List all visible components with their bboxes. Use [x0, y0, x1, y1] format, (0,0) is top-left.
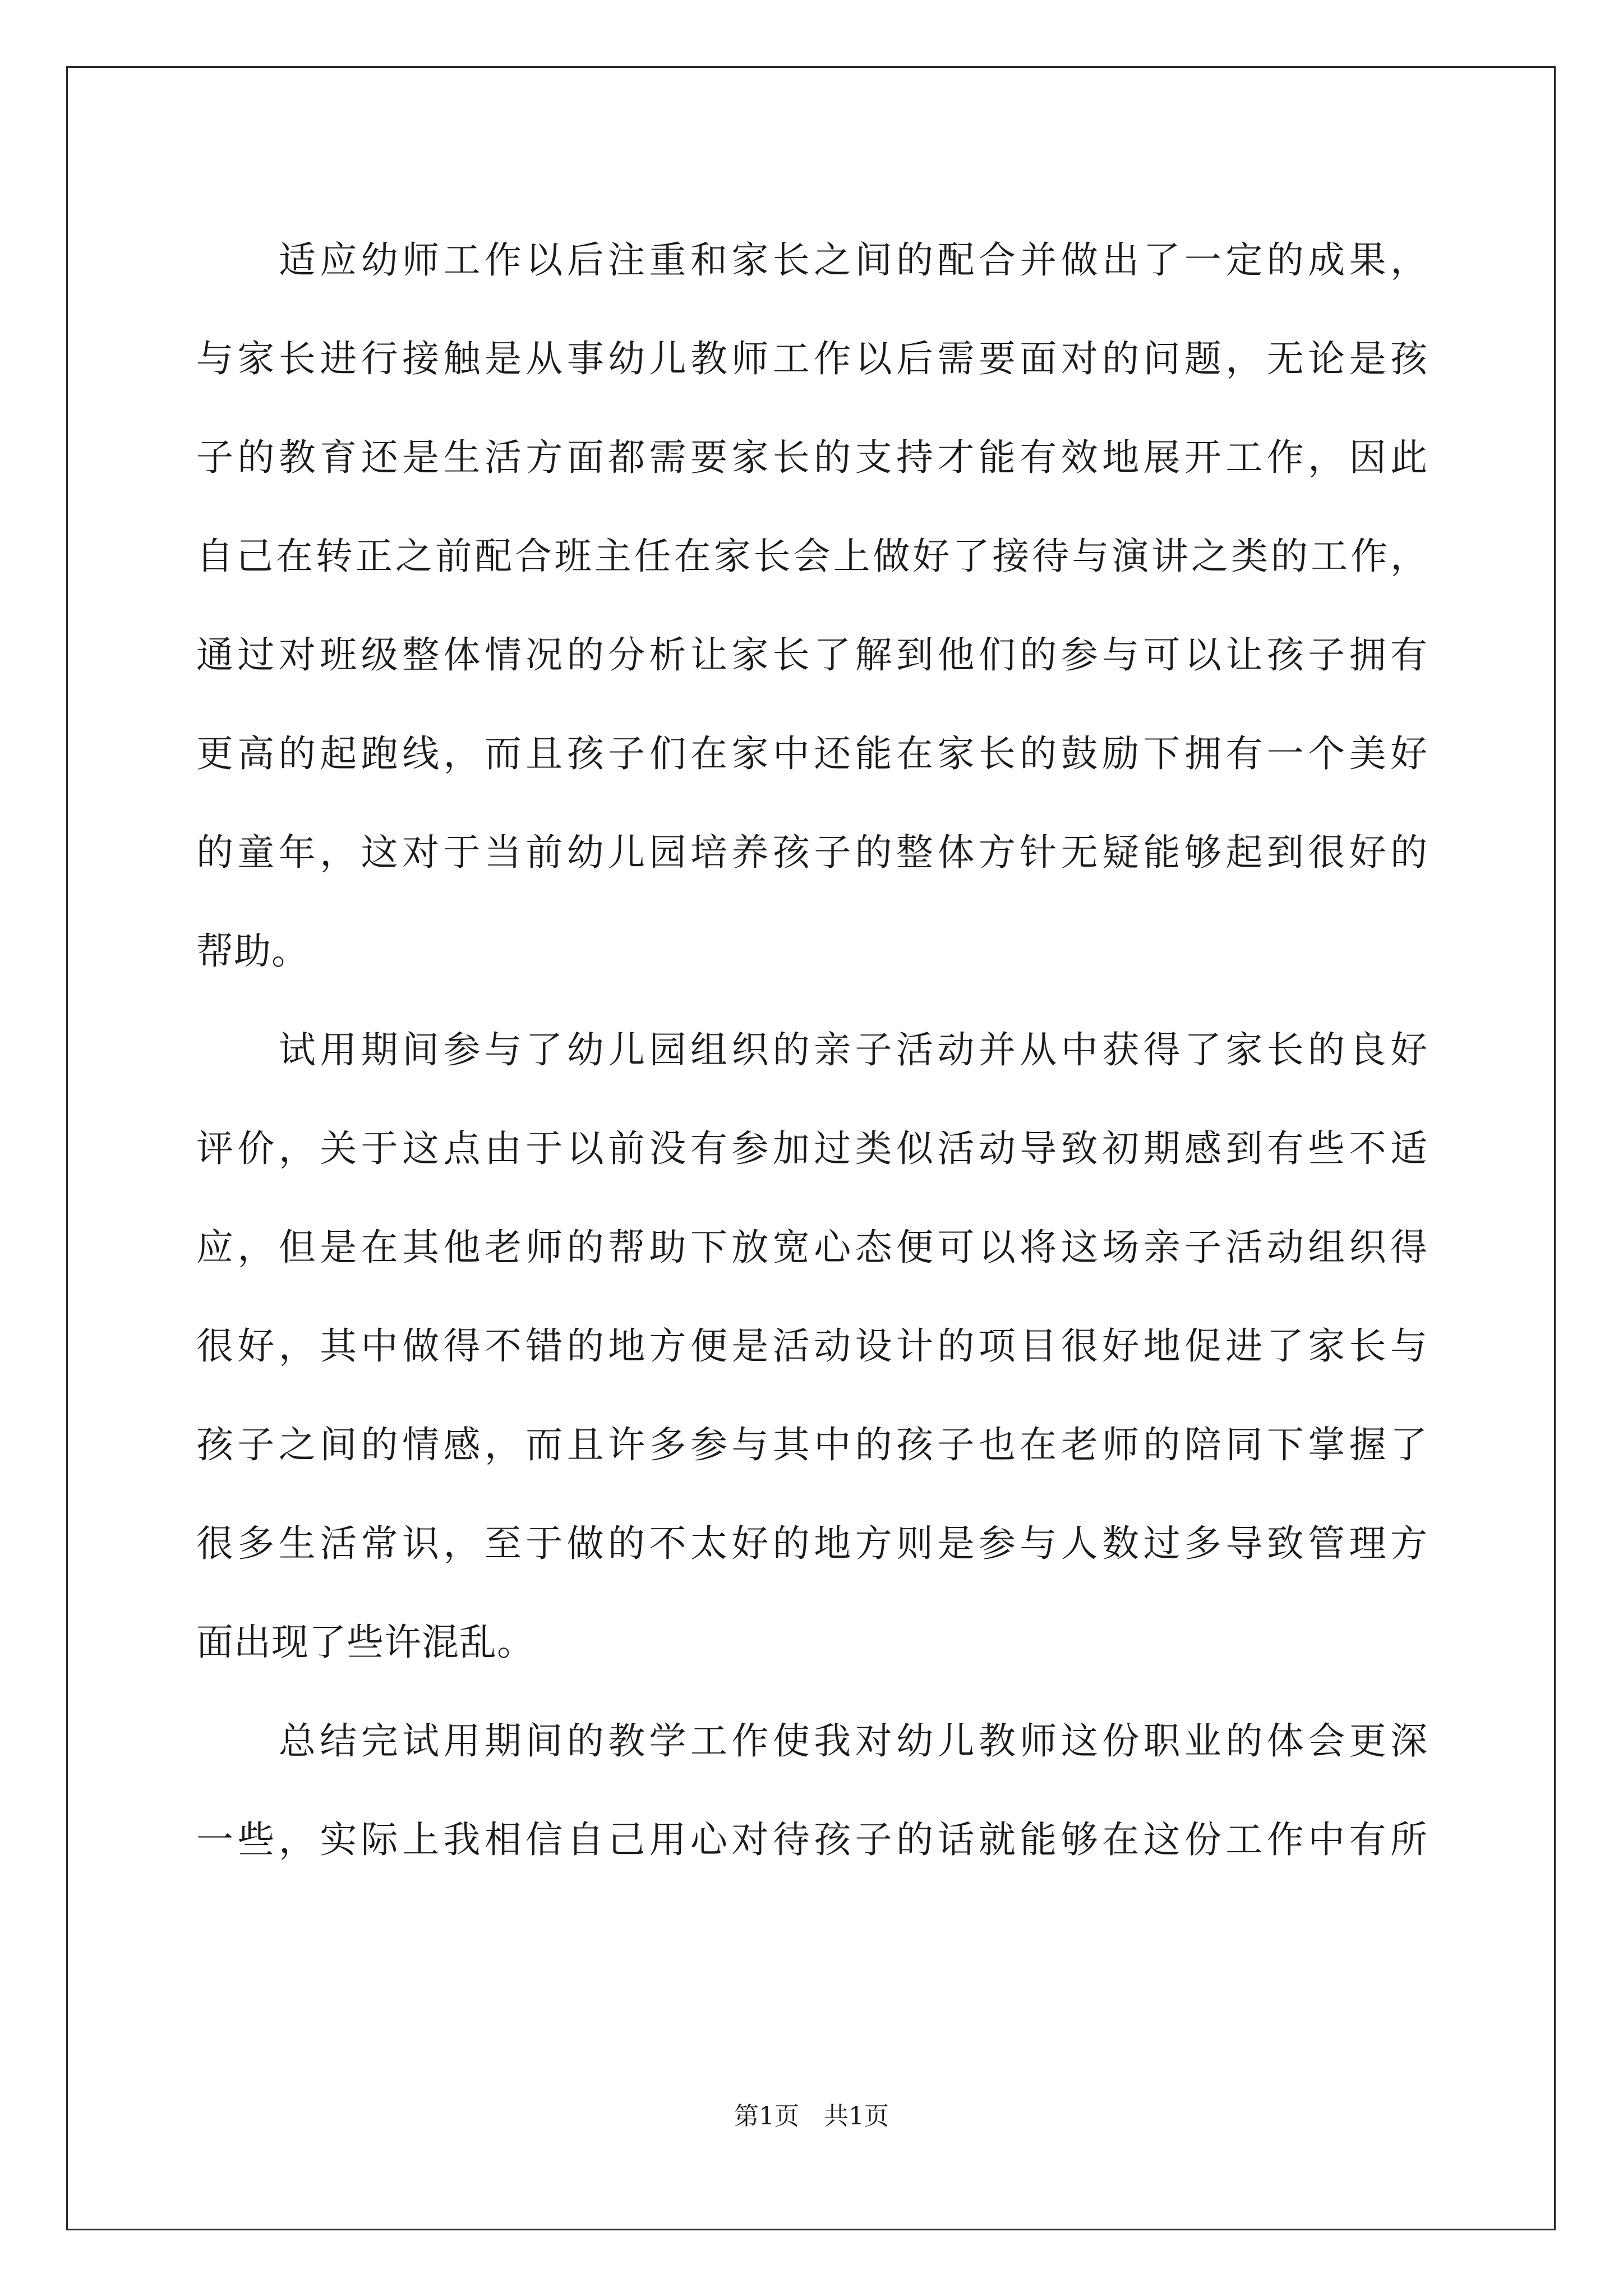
text-line: 很好，其中做得不错的地方便是活动设计的项目很好地促进了家长与 [196, 1324, 1428, 1368]
text-line: 一些，实际上我相信自己用心对待孩子的话就能够在这份工作中有所 [196, 1818, 1428, 1861]
document-body [196, 211, 1428, 1889]
text-line: 与家长进行接触是从事幼儿教师工作以后需要面对的问题，无论是孩 [196, 337, 1428, 380]
text-line: 应，但是在其他老师的帮助下放宽心态便可以将这场亲子活动组织得 [196, 1226, 1428, 1269]
text-line: 自己在转正之前配合班主任在家长会上做好了接待与演讲之类的工作， [196, 535, 1428, 578]
text-line: 很多生活常识，至于做的不太好的地方则是参与人数过多导致管理方 [196, 1522, 1428, 1565]
page-number-footer: 第1页 共1页 [734, 2102, 889, 2131]
text-line: 孩子之间的情感，而且许多参与其中的孩子也在老师的陪同下掌握了 [196, 1423, 1428, 1466]
text-line: 的童年，这对于当前幼儿园培养孩子的整体方针无疑能够起到很好的 [196, 831, 1428, 874]
text-line: 适应幼师工作以后注重和家长之间的配合并做出了一定的成果， [196, 238, 1428, 282]
text-line: 通过对班级整体情况的分析让家长了解到他们的参与可以让孩子拥有 [196, 633, 1428, 677]
text-line: 帮助。 [196, 930, 309, 973]
text-line: 子的教育还是生活方面都需要家长的支持才能有效地展开工作，因此 [196, 436, 1428, 479]
paragraph-1 [196, 211, 1428, 1001]
text-line: 更高的起跑线，而且孩子们在家中还能在家长的鼓励下拥有一个美好 [196, 732, 1428, 775]
text-line: 面出现了些许混乱。 [196, 1621, 534, 1664]
paragraph-2 [196, 1001, 1428, 1692]
text-line: 总结完试用期间的教学工作使我对幼儿教师这份职业的体会更深 [196, 1719, 1428, 1763]
text-line: 试用期间参与了幼儿园组织的亲子活动并从中获得了家长的良好 [196, 1028, 1428, 1071]
paragraph-3 [196, 1692, 1428, 1889]
text-line: 评价，关于这点由于以前没有参加过类似活动导致初期感到有些不适 [196, 1127, 1428, 1170]
